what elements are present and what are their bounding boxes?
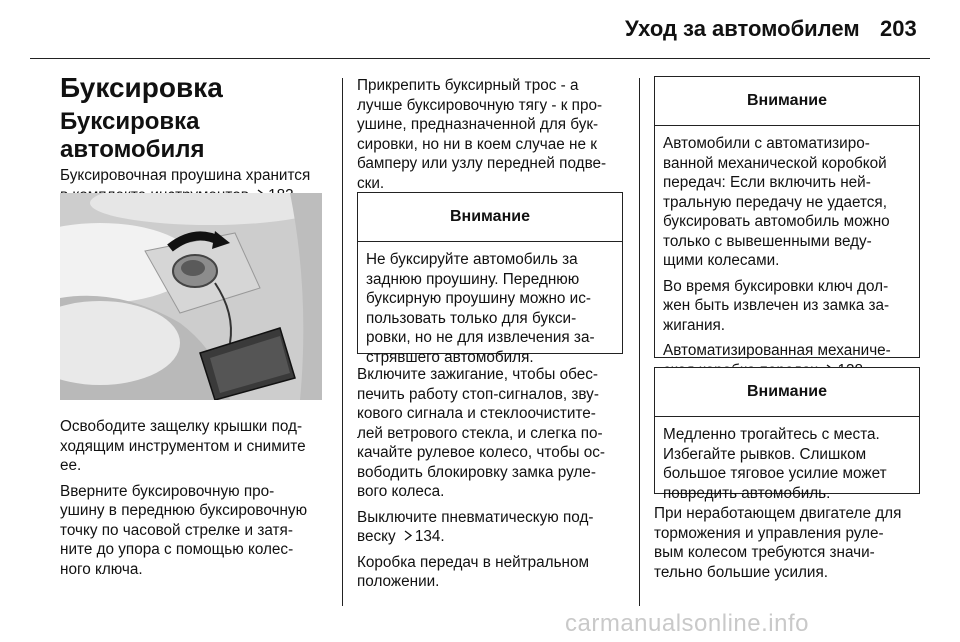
header-rule [30,58,930,59]
text-line: вободить блокировку замка руле- [357,463,596,481]
text-line: ее. [60,457,82,474]
column-divider-1 [342,78,343,606]
text-line: жигания. [663,316,726,334]
text-line: вым колесом требуются значи- [654,544,875,561]
paragraph [654,504,934,582]
watermark: carmanualsonline.info [565,610,809,637]
towing-eye-cover-illustration [60,193,322,400]
text-line: тельно большие усилия. [654,563,829,581]
text-line: буксировать автомобиль можно [663,213,890,230]
text-line: Не буксируйте автомобиль за [366,251,578,268]
warning-body [655,417,919,509]
text-line: большое тяговое усилие может [663,465,887,482]
warning-box-automated-gearbox [654,76,920,358]
paragraph [357,365,629,502]
text-line: Коробка передач в нейтральном [357,553,590,571]
running-header-title: Уход за автомобилем [625,16,860,41]
paragraph [60,417,332,476]
warning-title: Внимание [358,193,622,242]
text-line: лей ветрового стекла, и слегка по- [357,424,603,442]
text-line: Избегайте рывков. Слишком [663,445,867,463]
paragraph [357,553,629,592]
warning-body [655,126,919,392]
text-line: Буксировочная проушина хранится [60,167,311,184]
text-line: печить работу стоп-сигналов, зву- [357,385,599,403]
text-line: положении. [357,573,440,590]
warning-title: Внимание [655,368,919,417]
warning-box-start-gently [654,367,920,502]
text-line: стрявшего автомобиля. [366,348,534,366]
paragraph [60,482,332,580]
text-line: Включите зажигание, чтобы обес- [357,366,598,383]
text-line: Освободите защелку крышки под- [60,418,303,435]
middle-column-lower [357,365,629,598]
text-line: ровки, но не для извлечения за- [366,329,595,346]
text-line: буксирную проушину можно ис- [366,290,591,307]
text-line: сировки, но ни в коем случае не к [357,135,597,153]
text-line: веску [357,528,396,545]
text-line: только с вывешенными веду- [663,232,872,250]
text-line: бамперу или узлу передней подве- [357,155,607,172]
left-column-lower [60,417,332,585]
page-reference: 134. [414,528,445,545]
text-line: лучше буксировочную тягу - к про- [357,96,603,114]
text-line: вого колеса. [357,483,445,500]
warning-body [358,242,622,373]
page-reference-arrow-icon [404,530,413,541]
text-line: щими колесами. [663,252,780,269]
text-line: заднюю проушину. Переднюю [366,270,580,288]
text-line: Выключите пневматическую под- [357,508,594,526]
text-line: повредить автомобиль. [663,484,831,502]
right-column-lower [654,504,934,588]
subsection-title: Буксировка автомобиля [60,108,205,163]
text-line: передач: Если включить ней- [663,174,871,191]
warning-title: Внимание [655,77,919,126]
paragraph [357,508,629,547]
column-divider-2 [639,78,640,606]
text-line: точку по часовой стрелке и затя- [60,521,293,539]
text-line: Автомобили с автоматизиро- [663,135,870,152]
text-line: ушине, предназначенной для бук- [357,116,599,133]
text-line: ходящим инструментом и снимите [60,437,306,455]
warning-box [357,192,623,366]
text-line: ного ключа. [60,560,143,578]
text-line: тральную передачу не удается, [663,193,887,211]
text-line: Во время буксировки ключ дол- [663,277,889,295]
section-title: Буксировка [60,72,223,103]
text-line: кового сигнала и стеклоочистите- [357,405,596,422]
text-line: торможения и управления руле- [654,524,884,542]
text-line: ните до упора с помощью колес- [60,541,294,558]
text-line: Медленно трогайтесь с места. [663,426,880,443]
text-line: ски. [357,174,385,192]
paragraph [357,76,629,193]
text-line: ушину в переднюю буксировочную [60,502,308,519]
text-line: пользовать только для букси- [366,309,577,327]
text-line: Вверните буксировочную про- [60,482,275,500]
paragraph [663,277,911,336]
paragraph [663,134,911,271]
middle-column-top [357,76,629,199]
illustration-drawing [60,193,322,400]
text-line: Прикрепить буксирный трос - а [357,77,579,94]
page-number: 203 [880,16,917,41]
left-column [60,72,332,211]
text-line: ванной механической коробкой [663,154,887,172]
text-line: качайте рулевое колесо, чтобы ос- [357,444,605,461]
text-line: При неработающем двигателе для [654,505,902,522]
text-line: Автоматизированная механиче- [663,342,891,359]
text-line: жен быть извлечен из замка за- [663,297,890,314]
